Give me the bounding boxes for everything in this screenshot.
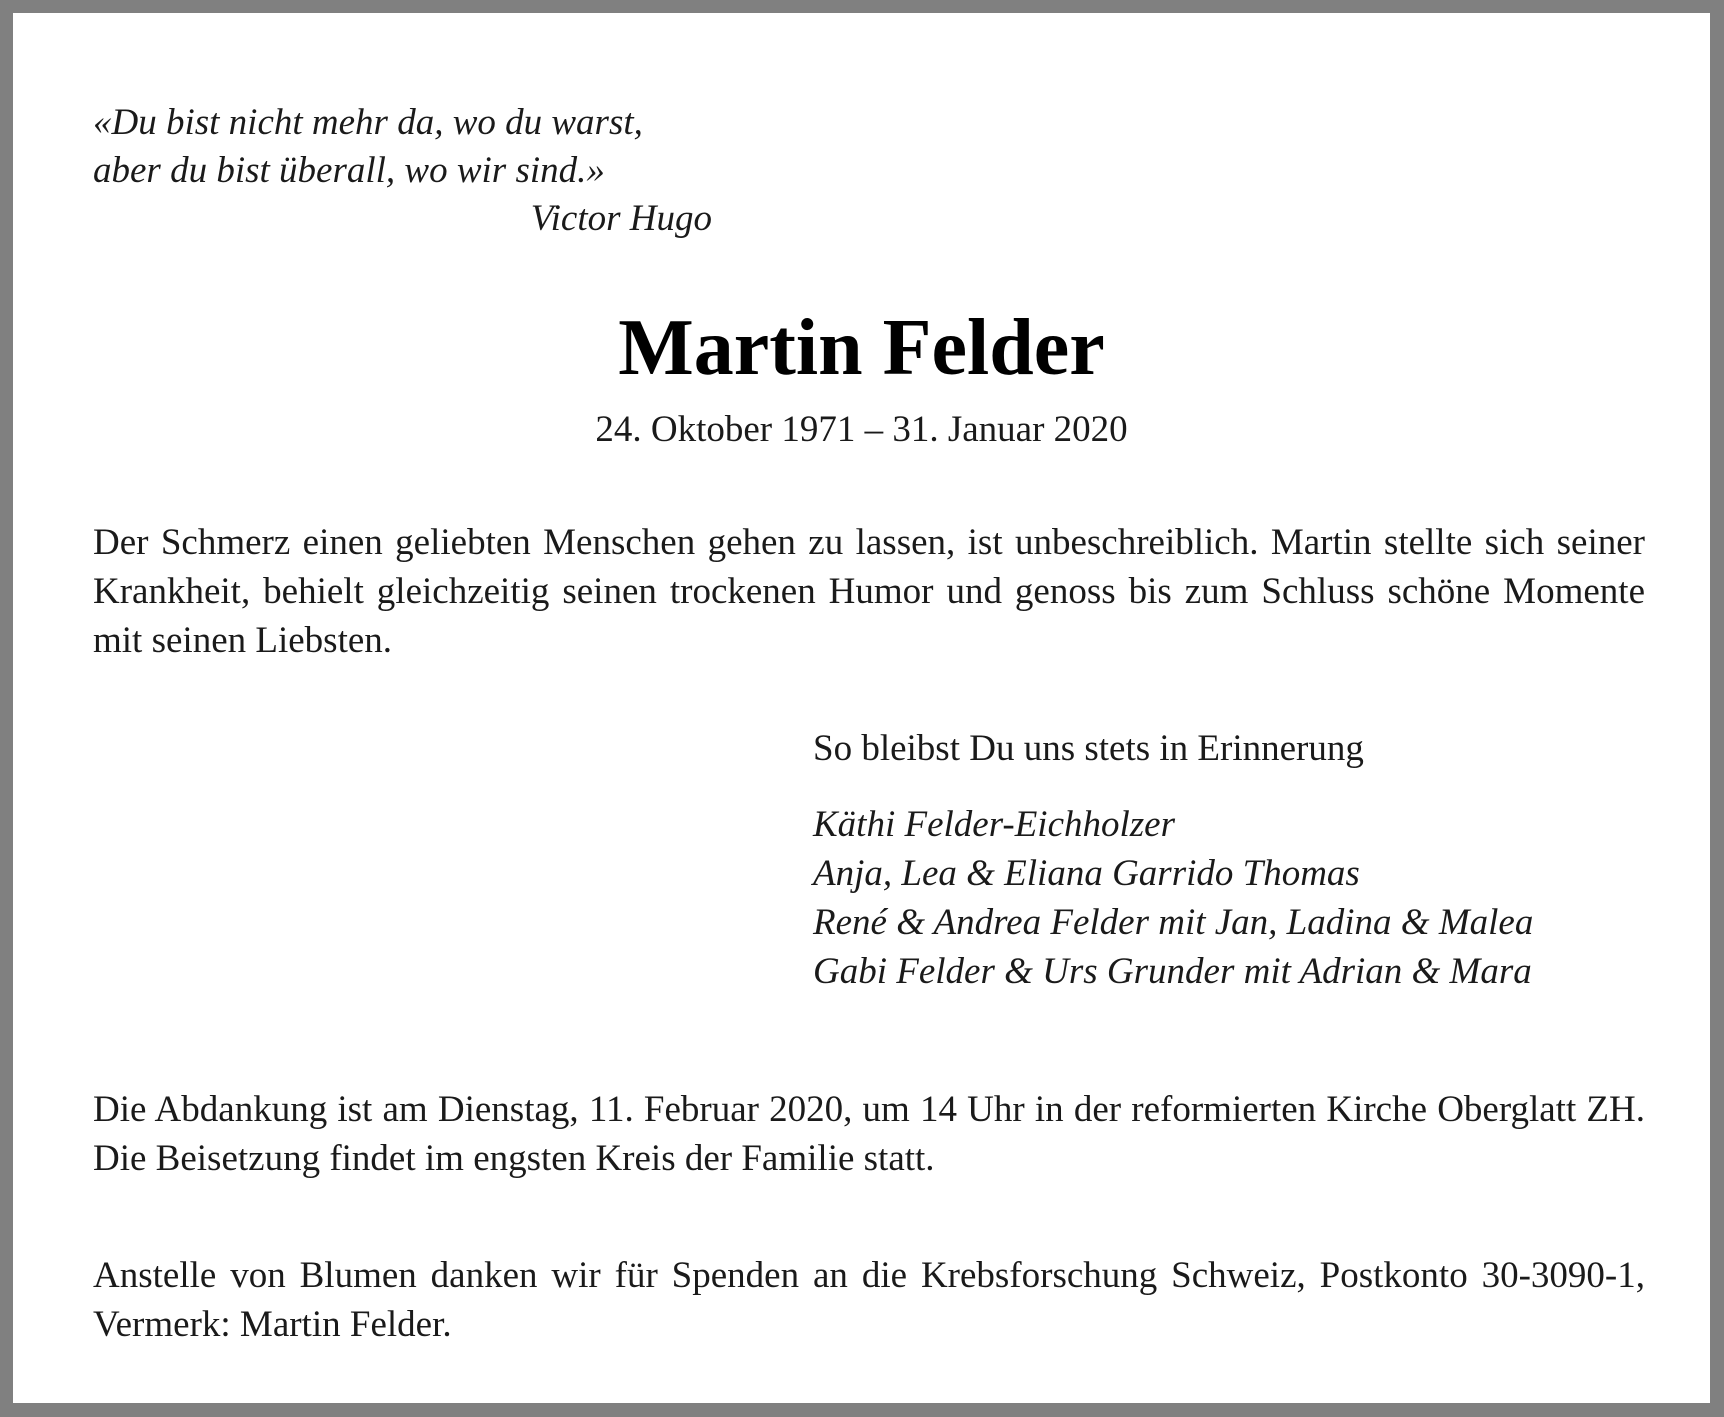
family-member: Käthi Felder-Eichholzer <box>813 804 1175 845</box>
quote-line: aber du bist überall, wo wir sind.» <box>93 150 605 191</box>
family-member: Gabi Felder & Urs Grunder mit Adrian & Mara <box>813 951 1532 992</box>
quote-line: «Du bist nicht mehr da, wo du warst, <box>93 102 643 143</box>
closing-line: So bleibst Du uns stets in Erinnerung <box>813 728 1364 769</box>
quote-author: Victor Hugo <box>530 198 712 239</box>
family-member: Anja, Lea & Eliana Garrido Thomas <box>813 853 1360 894</box>
ceremony-paragraph: Die Abdankung ist am Dienstag, 11. Februar 2020, um 14 Uhr in der reformierten Kirche Oberglatt ZH. Die Beisetzung findet im engsten Kreis der Familie statt. <box>93 1089 1645 1179</box>
obituary-card <box>13 13 1710 1403</box>
deceased-name: Martin Felder <box>618 304 1105 392</box>
life-dates: 24. Oktober 1971 – 31. Januar 2020 <box>595 409 1128 450</box>
donation-paragraph: Anstelle von Blumen danken wir für Spenden an die Krebsforschung Schweiz, Postkonto 30-3090-1, Vermerk: Martin Felder. <box>93 1255 1645 1345</box>
family-list <box>813 800 1533 996</box>
family-member: René & Andrea Felder mit Jan, Ladina & Malea <box>813 902 1534 943</box>
quote-block <box>93 99 712 243</box>
intro-paragraph: Der Schmerz einen geliebten Menschen gehen zu lassen, ist unbeschreiblich. Martin stellte sich seiner Krankheit, behielt gleichzeitig seinen trockenen Humor und genoss bis zum Schluss schöne Momente mit seinen Liebsten. <box>93 522 1645 661</box>
